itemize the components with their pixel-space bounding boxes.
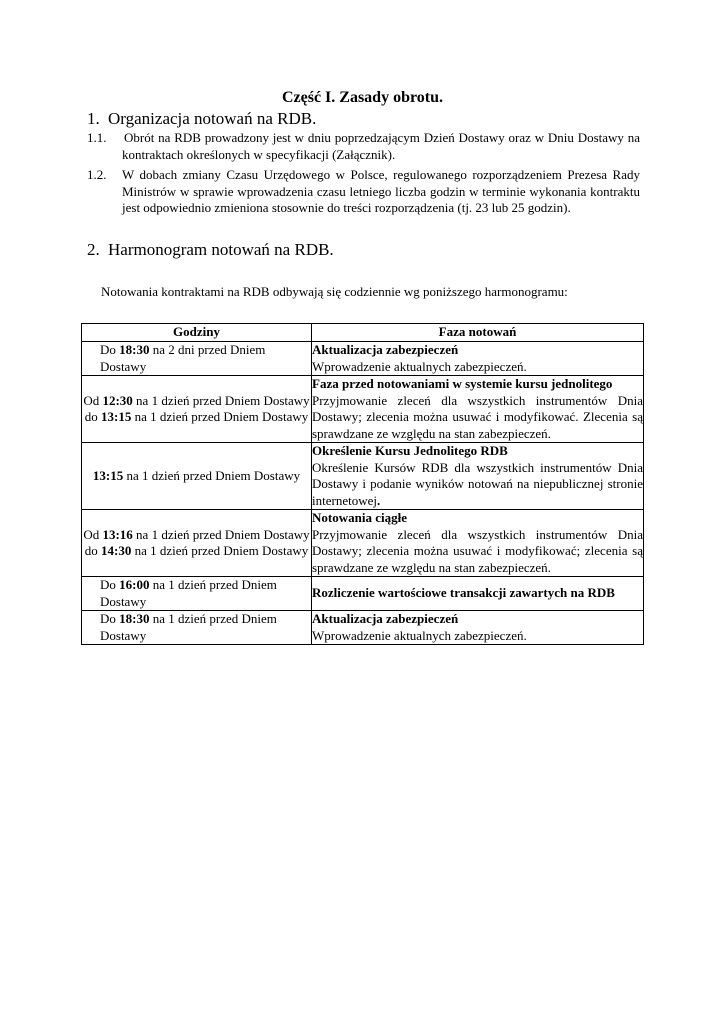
section-number: 2. [87, 240, 100, 259]
hours-text: na 1 dzień przed Dniem Dostawy [100, 577, 277, 609]
section-2-heading [87, 240, 334, 260]
paragraph-number: 1.1. [87, 130, 107, 145]
phase-description: Wprowadzenie aktualnych zabezpieczeń. [312, 627, 527, 643]
paragraph-text: W dobach zmiany Czasu Urzędowego w Polsce, regulowanego rozporządzeniem Prezesa Rady Ministrów w sprawie wprowadzenia czasu letniego liczba godzin w terminie wykonania kontraktu jest odpowiednio zmieniona stosownie do treści rozporządzenia (tj. 23 lub 25 godzin). [122, 167, 640, 215]
column-header-hours: Godziny [82, 324, 312, 342]
table-row [82, 510, 644, 577]
table-row [82, 443, 644, 510]
hours-cell [82, 342, 312, 376]
paragraph-number: 1.2. [87, 167, 107, 182]
hours-text: na 1 dzień przed Dniem Dostawy [123, 467, 301, 483]
table-row [82, 611, 644, 645]
hours-cell [82, 577, 312, 611]
phase-title: Faza przed notowaniami w systemie kursu jednolitego [312, 376, 613, 391]
hours-cell [82, 376, 312, 443]
section-1-heading [87, 109, 316, 129]
table-row [82, 342, 644, 376]
hours-text: Do [100, 342, 120, 357]
phase-title: Określenie Kursu Jednolitego RDB [312, 443, 508, 458]
hours-text: na 2 dni przed Dniem Dostawy [100, 342, 266, 374]
hours-text: na 1 dzień przed Dniem Dostawy do [84, 392, 310, 424]
phase-title: Notowania ciągłe [312, 510, 407, 525]
phase-description: Określenie Kursów RDB dla wszystkich instrumentów Dnia Dostawy i podanie wyników notowań na niepublicznej stronie internetowej [312, 459, 643, 508]
phase-title: Aktualizacja zabezpieczeń [312, 342, 459, 357]
phase-description: Wprowadzenie aktualnych zabezpieczeń. [312, 358, 527, 374]
hours-cell [82, 611, 312, 645]
hours-text: Od [83, 392, 103, 408]
section-title: Organizacja notowań na RDB. [108, 109, 317, 128]
hours-text: Do [100, 611, 120, 626]
phase-cell [312, 443, 644, 510]
schedule-intro: Notowania kontraktami na RDB odbywają się codziennie wg poniższego harmonogramu: [101, 284, 568, 299]
hours-cell [82, 510, 312, 577]
section-title: Harmonogram notowań na RDB. [108, 240, 334, 259]
time-value: 13:16 [102, 526, 133, 542]
phase-cell [312, 342, 644, 376]
hours-text: Od [83, 526, 103, 542]
time-value: 18:30 [119, 611, 150, 626]
paragraph-text: Obrót na RDB prowadzony jest w dniu poprzedzającym Dzień Dostawy oraz w Dniu Dostawy na kontraktach określonych w specyfikacji (Załącznik). [122, 130, 640, 162]
schedule-table [81, 323, 644, 645]
hours-text: na 1 dzień przed Dniem Dostawy [131, 543, 309, 558]
schedule-body [82, 342, 644, 645]
time-value: 13:15 [92, 467, 124, 483]
table-row [82, 577, 644, 611]
table-header-row [82, 324, 644, 342]
hours-cell [82, 443, 312, 510]
time-value: 18:30 [119, 342, 150, 357]
hours-text: na 1 dzień przed Dniem Dostawy do [84, 526, 310, 558]
phase-title: Rozliczenie wartościowe transakcji zawartych na RDB [312, 585, 615, 601]
paragraph-1-2 [87, 167, 640, 217]
time-value: 12:30 [102, 392, 133, 408]
paragraph-1-1 [87, 130, 640, 163]
table-row [82, 376, 644, 443]
phase-cell [312, 376, 644, 443]
column-header-phase: Faza notowań [312, 324, 644, 342]
hours-text: Do [100, 577, 120, 592]
phase-title: Aktualizacja zabezpieczeń [312, 611, 459, 626]
phase-suffix: . [376, 492, 381, 508]
phase-cell [312, 611, 644, 645]
phase-cell [312, 577, 644, 611]
time-value: 13:15 [101, 409, 132, 424]
hours-text: na 1 dzień przed Dniem Dostawy [100, 611, 277, 643]
phase-description: Przyjmowanie zleceń dla wszystkich instrumentów Dnia Dostawy; zlecenia można usuwać i modyfikować. Zlecenia są sprawdzane ze względu na stan zabezpieczeń. [312, 392, 643, 441]
hours-text: na 1 dzień przed Dniem Dostawy [131, 409, 309, 424]
phase-description: Przyjmowanie zleceń dla wszystkich instrumentów Dnia Dostawy; zlecenia można usuwać i modyfikować; zlecenia są sprawdzane ze względu na stan zabezpieczeń. [312, 526, 643, 575]
section-number: 1. [87, 109, 100, 128]
time-value: 16:00 [119, 577, 150, 592]
time-value: 14:30 [101, 543, 132, 558]
phase-cell [312, 510, 644, 577]
page-title: Część I. Zasady obrotu. [281, 89, 444, 106]
